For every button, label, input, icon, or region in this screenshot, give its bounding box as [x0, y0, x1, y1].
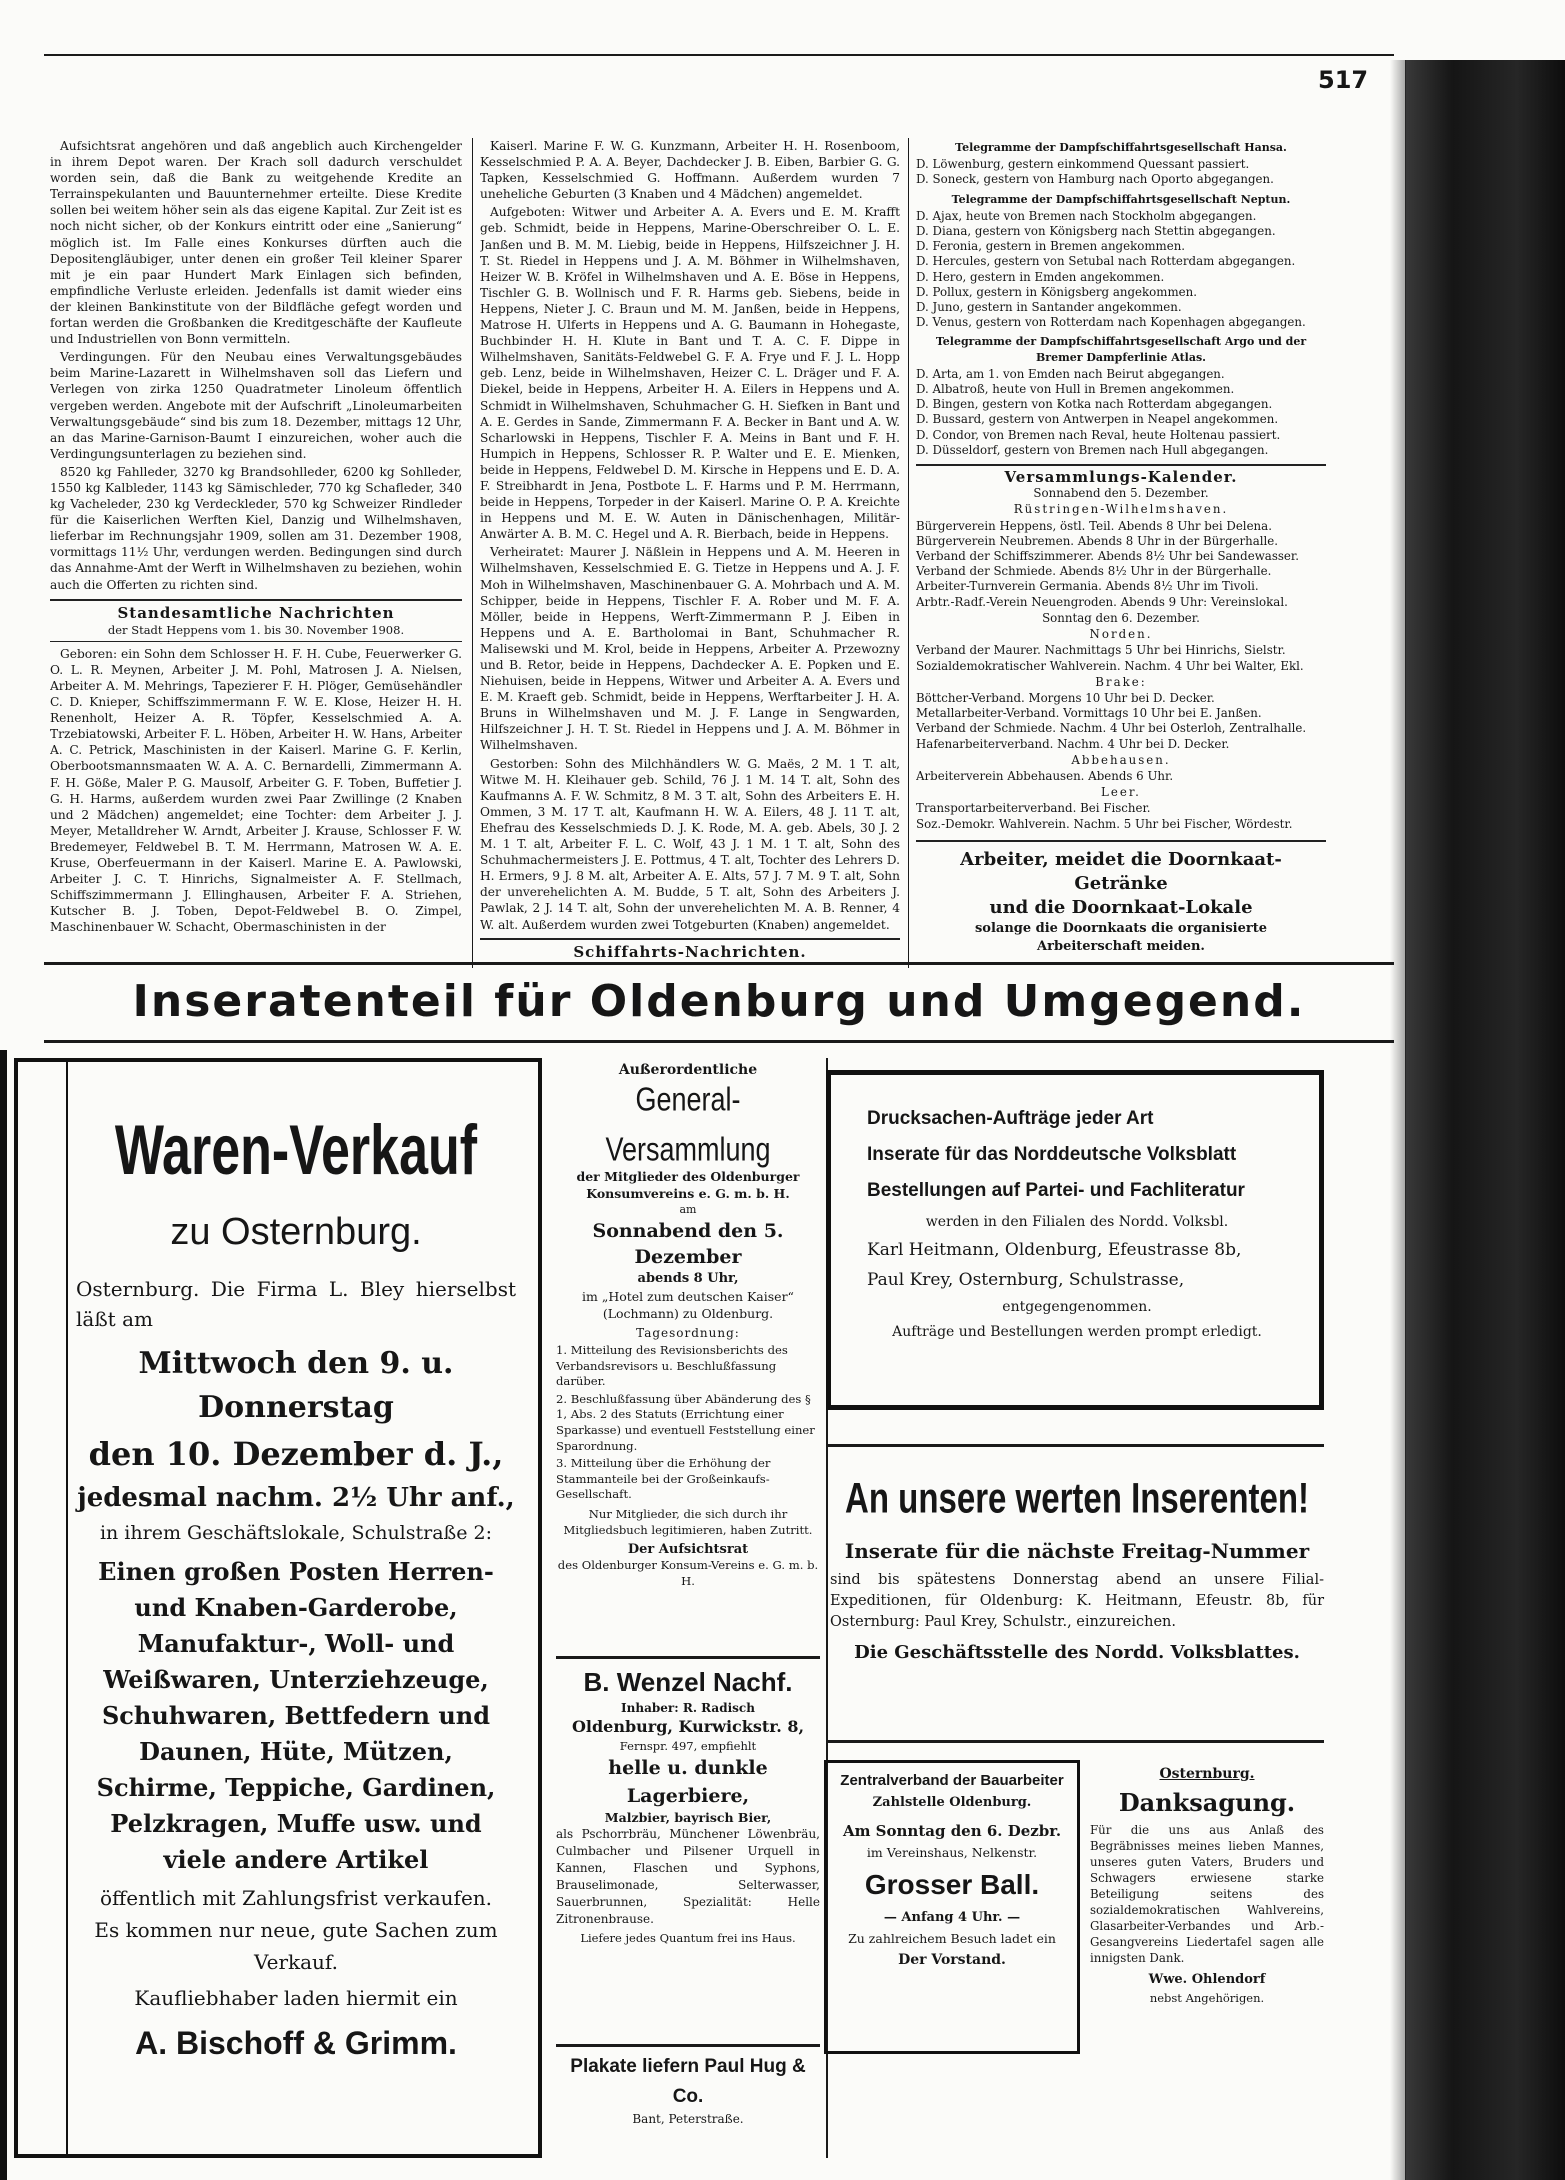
paragraph-verdingungen: Verdingungen. Für den Neubau eines Verwaltungsgebäudes beim Marine-Lazarett in Wilhelmshaven soll das Liefern und Verlegen von zirka 1250 Quadratmeter Linoleum öffentlich vergeben werden. Angebote mit der Aufschrift „Linoleumarbeiten Verwaltungsgebäude“ sind bis zum 18. Dezember, mittags 12 Uhr, an das Marine-Garnison-Baumt I einzureichen, woher auch die Verdingungsunterlagen zu beziehen sind.	[50, 350, 462, 461]
kalender-title: Versammlungs-Kalender.	[1004, 468, 1238, 487]
neptun-line: D. Feronia, gestern in Bremen angekommen.	[916, 239, 1186, 254]
column-1	[50, 138, 462, 948]
waren-public: öffentlich mit Zahlungsfrist verkaufen.	[99, 1886, 493, 1910]
ad-waren-verkauf	[14, 1058, 542, 2158]
druck-line-4: werden in den Filialen des Nordd. Volksbl.	[925, 1214, 1229, 1230]
verheiratet-text: Verheiratet: Maurer J. Näßlein in Heppens und A. M. Heeren in Wilhelmshaven, Kesselschmied E. G. Tietze in Heppens und A. J. F. Moh in Wilhelmshaven, Maschinenbauer G. A. Mohrbach und A. M. Schipper, beide in Heppens, Tischler F. A. Rober und M. F. A. Möller, beide in Heppens, Werft-Zimmermann P. J. Eiben in Heppens und A. E. Bartholomai in Bant, Schuhmacher R. Malisewski und M. Krol, beide in Heppens, Arbeiter A. Przewozny und B. Retor, beide in Heppens, Dachdecker A. E. Popken und E. Niehuisen, beide in Heppens, Witwer und Arbeiter A. A. Evers und E. M. Kraeft geb. Schmidt, beide in Heppens, Werftarbeiter J. H. A. Bruns in Wilhelmshaven und M. J. F. Lange in Sengwarden, Hilfszeichner J. H. T. St. Riedel in Heppens und J. A. M. Böhmer in Wilhelmshaven.	[480, 545, 900, 753]
paragraph-bank: Aufsichtsrat angehören und daß angeblich auch Kirchengelder in ihrem Depot waren. Der Krach soll dadurch verschuldet worden sein, daß die Bank zu weitgehende Kredite an Terrainspekulanten und Bauunternehmer erteilte. Diese Kredite sollen bei weitem höher sein als das eigene Kapital. Zur Zeit ist es noch nicht sicher, ob der Konkurs eintritt oder eine „Sanierung“ möglich ist. Im Falle eines Konkurses dürften auch die Depositengläubiger, unter denen ein großer Teil kleiner Sparer mit je ein paar Hundert Mark Einlagen sich befinden, empfindliche Verluste erleiden. Jedenfalls ist damit wieder eins der kleinen Bankinstitute von der Bildfläche gefegt worden und fortan werden die Großbanken die Kreditgeschäfte der Kaufleute und Industriellen von Bonn vermitteln.	[50, 139, 462, 347]
gv-date: Sonnabend den 5. Dezember	[592, 1220, 784, 1268]
gv-agenda-item: 1. Mitteilung des Revisionsberichts des Verbandsrevisors u. Beschlußfassung darüber.	[556, 1343, 788, 1389]
kalender-line: Arbeiterverein Abbehausen. Abends 6 Uhr.	[916, 768, 1174, 783]
gv-pre: Außerordentliche	[618, 1062, 758, 1078]
waren-goods: Einen großen Posten Herren- und Knaben-Garderobe, Manufaktur-, Woll- und Weißwaren, Unterziehzeuge, Schuhwaren, Bettfedern und Daunen, Hüte, Mützen, Schirme, Teppiche, Gardinen, Pelzkragen, Muffe usw. und viele andere Artikel	[96, 1557, 496, 1874]
binding-strip	[1405, 60, 1565, 2180]
inseratenteil-banner: Inseratenteil für Oldenburg und Umgegend.	[132, 976, 1306, 1027]
neptun-line: D. Pollux, gestern in Königsberg angekommen.	[916, 284, 1197, 299]
doornkaat-line-2: und die Doornkaat-Lokale	[989, 896, 1253, 918]
ad-drucksachen-content	[867, 1101, 1287, 1345]
ad-waren-content	[76, 1098, 516, 2066]
wenzel-phone: Fernspr. 497, empfiehlt	[619, 1739, 757, 1753]
neptun-line: D. Hero, gestern in Emden angekommen.	[916, 269, 1165, 284]
doornkaat-notice	[916, 848, 1326, 956]
wenzel-malt: Malzbier, bayrisch Bier,	[604, 1810, 772, 1825]
ball-date: Am Sonntag den 6. Dezbr.	[842, 1822, 1062, 1840]
standesamt-subtitle: der Stadt Heppens vom 1. bis 30. November 1908.	[107, 622, 405, 637]
waren-time: jedesmal nachm. 2½ Uhr anf.,	[77, 1483, 515, 1513]
ad-waren-inner	[66, 1062, 68, 2154]
gv-note: Nur Mitglieder, die sich durch ihr Mitgliedsbuch legitimieren, haben Zutritt.	[563, 1506, 813, 1537]
births-continued: Kaiserl. Marine F. W. G. Kunzmann, Arbeiter H. H. Rosenboom, Kesselschmied P. A. A. Beyer, Dachdecker J. B. Eiben, Barbier G. G. Tapken, Kesselschmied G. Hoffmann. Außerdem wurden 7 uneheliche Geburten (3 Knaben und 4 Mädchen) angemeldet.	[480, 139, 900, 202]
kalender-line: Böttcher-Verband. Morgens 10 Uhr bei D. Decker.	[916, 690, 1215, 705]
top-rule	[44, 54, 1394, 56]
kalender-region: Brake:	[1095, 674, 1147, 689]
neptun-line: D. Hercules, gestern von Setubal nach Rotterdam abgegangen.	[916, 254, 1296, 269]
argo-line: D. Arta, am 1. von Emden nach Beirut abgegangen.	[916, 366, 1225, 381]
inserenten-sub: Inserate für die nächste Freitag-Nummer	[844, 1539, 1310, 1563]
kalender-region: Abbehausen.	[1071, 752, 1171, 767]
gv-place: im „Hotel zum deutschen Kaiser“ (Lochmann) zu Oldenburg.	[582, 1289, 794, 1321]
kalender-line: Verband der Schiffszimmerer. Abends 8½ Uhr bei Sandewasser.	[916, 549, 1300, 564]
kalender-line: Transportarbeiterverband. Bei Fischer.	[916, 801, 1151, 816]
column-rule-2	[908, 138, 909, 968]
col2-divider	[480, 938, 900, 940]
kalender-date: Sonnabend den 5. Dezember.	[1033, 486, 1209, 501]
wenzel-separator	[556, 2044, 820, 2047]
col3-divider	[916, 464, 1326, 466]
waren-firm: A. Bischoff & Grimm.	[135, 2025, 457, 2061]
kalender-line: Soz.-Demokr. Wahlverein. Nachm. 5 Uhr bei Fischer, Wördestr.	[916, 816, 1293, 831]
inserenten-sign: Die Geschäftsstelle des Nordd. Volksblattes.	[854, 1642, 1300, 1663]
standesamt-text: Geboren: ein Sohn dem Schlosser H. F. H. Cube, Feuerwerker G. O. L. R. Meynen, Arbeiter J. M. Pohl, Matrosen J. A. Nielsen, Arbeiter A. M. Mehrings, Tapezierer F. H. Plöger, Gemüsehändler C. D. Knieper, Schiffszimmermann F. W. E. Klose, Heizer H. H. Renenholt, Heizer A. R. Töpfer, Kesselschmied A. A. Trzebiatowski, Arbeiter F. L. Höben, Arbeiter H. W. Hans, Arbeiter A. C. Petrick, Maschinisten in der Kaiserl. Marine G. F. Kerlin, Oberbootsmannsmaaten W. A. A. C. Bernardelli, Zimmermann A. F. H. Göße, Maler P. G. Mausolf, Arbeiter G. F. Toben, Buffetier J. G. H. Harms, außerdem wurden zwei Paar Zwillinge (2 Knaben und 2 Mädchen) angemeldet; eine Tochter: dem Arbeiter J. J. Meyer, Metalldreher W. Arndt, Arbeiter J. Krause, Schlosser F. W. Bredemeyer, Feldwebel B. T. M. Herrmann, Matrosen W. A. E. Kruse, Oberfeuermann in der Kaiserl. Marine E. A. Pawlowski, Arbeiter J. C. T. Hinrichs, Signalmeister A. F. Stellmach, Schiffszimmermann J. Ellinghausen, Arbeiter F. A. Striehen, Kutscher B. J. Toben, Depot-Feldwebel B. O. Zimpel, Maschinenbauer W. Schacht, Obermaschinisten in der	[50, 646, 462, 935]
gv-sign-1: Der Aufsichtsrat	[627, 1542, 749, 1558]
ball-branch: Zahlstelle Oldenburg.	[872, 1795, 1032, 1810]
standesamt-title: Standesamtliche Nachrichten	[117, 603, 395, 622]
ball-org: Zentralverband der Bauarbeiter	[840, 1772, 1064, 1789]
ball-title: Grosser Ball.	[864, 1869, 1040, 1900]
neptun-line: D. Diana, gestern von Königsberg nach Stettin abgegangen.	[916, 224, 1276, 239]
col1-divider-2	[50, 641, 462, 642]
ad-wenzel	[556, 1664, 820, 2040]
doornkaat-line-3: solange die Doornkaats die organisierte	[974, 920, 1268, 936]
column-rule-1	[472, 138, 473, 968]
waren-subtitle: zu Osternburg.	[170, 1211, 422, 1253]
ad-drucksachen	[826, 1070, 1324, 1410]
left-edge	[0, 1050, 7, 2180]
gv-title: General-Versammlung	[605, 1080, 771, 1168]
dank-sign: Wwe. Ohlendorf	[1148, 1972, 1266, 1987]
dank-body: Für die uns aus Anlaß des Begräbnisses meines lieben Mannes, unseres guten Vaters, Bruders und Schwagers erwiesene starke Beteiligung seitens des sozialdemokratischen Wahlvereins, Glasarbeiter-Verbandes und Arb.-Gesangvereins Liedertafel sagen alle innigsten Dank.	[1090, 1823, 1324, 1965]
banner-rule-top	[44, 962, 1394, 965]
kalender-date: Sonntag den 6. Dezember.	[1042, 610, 1200, 625]
plakate-line-2: Bant, Peterstraße.	[632, 2112, 744, 2126]
waren-invite: Kaufliebhaber laden hiermit ein	[134, 1986, 458, 2010]
kalender-line: Bürgerverein Neubremen. Abends 8 Uhr in der Bürgerhalle.	[916, 533, 1279, 548]
kalender-line: Arbeiter-Turnverein Germania. Abends 8½ Uhr im Tivoli.	[916, 579, 1259, 594]
argo-title: Telegramme der Dampfschiffahrtsgesellschaft Argo und der Bremer Dampferlinie Atlas.	[935, 335, 1307, 364]
argo-line: D. Albatroß, heute von Hull in Bremen angekommen.	[916, 382, 1235, 397]
kalender-line: Verband der Maurer. Nachmittags 5 Uhr bei Hinrichs, Sielstr.	[916, 643, 1286, 658]
ad-plakate	[556, 2052, 820, 2132]
kalender-line: Bürgerverein Heppens, östl. Teil. Abends 8 Uhr bei Delena.	[916, 518, 1272, 533]
column-2	[480, 138, 900, 963]
wenzel-beer: helle u. dunkle Lagerbiere,	[608, 1757, 768, 1807]
wenzel-address: Oldenburg, Kurwickstr. 8,	[571, 1717, 805, 1736]
column-3	[916, 136, 1326, 966]
col3-divider-2	[916, 840, 1326, 842]
waren-date-2: den 10. Dezember d. J.,	[88, 1435, 504, 1473]
gv-sign-2: des Oldenburger Konsum-Vereins e. G. m. b. H.	[557, 1558, 819, 1588]
waren-place: in ihrem Geschäftslokale, Schulstraße 2:	[99, 1522, 493, 1544]
argo-line: D. Bussard, gestern von Antwerpen in Neapel angekommen.	[916, 412, 1279, 427]
gv-am: am	[679, 1203, 697, 1216]
inserenten-title: An unsere werten Inserenten!	[845, 1473, 1309, 1522]
aufgeboten-text: Aufgeboten: Witwer und Arbeiter A. A. Evers und E. M. Krafft geb. Schmidt, beide in Heppens, Marine-Oberschreiber O. L. E. Janßen und B. M. M. Liebig, beide in Heppens, Hilfszeichner J. H. T. St. Riedel in Heppens und J. A. M. Böhmer in Wilhelmshaven, Heizer W. B. Kröfel in Wilhelmshaven und A. E. Böse in Heppens, Tischler G. B. Wollnisch und F. R. Harms geb. Siebens, beide in Heppens, Nieter J. C. Braun und M. M. Janßen, beide in Heppens, Matrose H. Ulferts in Heppens und A. G. Baumann in Hohegaste, Buchbinder H. H. Klute in Bant und T. A. C. F. Dippe in Wilhelmshaven, Sanitäts-Feldwebel G. F. A. Frye und F. J. L. Hopp geb. Lenz, beide in Wilhelmshaven, Heizer C. L. Dräger und F. A. Diekel, beide in Heppens, Arbeiter H. A. Eilers in Heppens und A. Schmidt in Wilhelmshaven, Schuhmacher G. H. Siefken in Bant und A. E. Gerdes in Sande, Zimmermann F. A. Becker in Bant und A. W. Scharlowski in Heppens, Tischler F. A. Meins in Bant und F. H. Humpich in Heppens, Schlosser R. P. Walter und E. E. Mienken, beide in Heppens, Feldwebel D. M. Kirsche in Heppens und E. D. A. F. Streibhardt in Jena, Postbote L. F. Harms und P. M. Herrmann, beide in Heppens, Torpeder in der Kaiserl. Marine O. P. A. Kreichte in Heppens und M. E. W. Auten in Dänischenhagen, Militär-Anwärter A. B. M. C. Hegel und A. R. Bierbach, beide in Heppens.	[480, 205, 900, 542]
ad-inserenten	[830, 1464, 1324, 1724]
doornkaat-line-4: Arbeiterschaft meiden.	[1037, 938, 1205, 954]
ad-danksagung	[1090, 1764, 1324, 2054]
wenzel-owner: Inhaber: R. Radisch	[621, 1701, 755, 1715]
waren-title: Waren-Verkauf	[114, 1111, 478, 1191]
kalender-line: Sozialdemokratischer Wahlverein. Nachm. 4 Uhr bei Walter, Ekl.	[916, 658, 1304, 673]
ad-general-versammlung	[556, 1060, 820, 1652]
kalender-line: Metallarbeiter-Verband. Vormittags 10 Uhr bei E. Janßen.	[916, 706, 1262, 721]
neptun-line: D. Venus, gestern von Rotterdam nach Kopenhagen abgegangen.	[916, 315, 1306, 330]
druck-line-1: Drucksachen-Aufträge jeder Art	[867, 1108, 1154, 1129]
wenzel-deliver: Liefere jedes Quantum frei ins Haus.	[580, 1931, 796, 1945]
kalender-line: Verband der Schmiede. Nachm. 4 Uhr bei Osterloh, Zentralhalle.	[916, 721, 1307, 736]
page-number: 517	[1318, 66, 1369, 94]
waren-new: Es kommen nur neue, gute Sachen zum Verkauf.	[94, 1918, 498, 1974]
gv-time: abends 8 Uhr,	[637, 1271, 739, 1286]
druck-line-5: Karl Heitmann, Oldenburg, Efeustrasse 8b,	[867, 1240, 1242, 1260]
gv-agenda-title: Tagesordnung:	[636, 1326, 740, 1340]
argo-line: D. Condor, von Bremen nach Reval, heute Holtenau passiert.	[916, 427, 1281, 442]
kalender-region: Rüstringen-Wilhelmshaven.	[1013, 502, 1229, 517]
inserenten-separator	[826, 1740, 1324, 1743]
druck-separator	[826, 1444, 1324, 1447]
gestorben-text: Gestorben: Sohn des Milchhändlers W. G. Maës, 2 M. 1 T. alt, Witwe M. H. Kleihauer geb. Schild, 76 J. 1 M. 14 T. alt, Sohn des Kaufmanns A. F. W. Schmitz, 8 M. 3 T. alt, Sohn des Arbeiters E. H. Ommen, 3 M. 17 T. alt, Kaufmann H. W. A. Eilers, 48 J. 11 T. alt, Ehefrau des Kesselschmieds D. J. K. Rode, M. A. geb. Abels, 30 J. 2 M. 1 T. alt, Arbeiter F. L. C. Wolf, 43 J. 1 M. 1 T. alt, Sohn des Schuhmachermeisters J. E. Pottmus, 4 T. alt, Tochter des Lehrers D. H. Ermers, 9 J. 8 M. alt, Arbeiter A. E. Alts, 57 J. 7 M. 9 T. alt, Sohn der unverehelichten A. M. Budde, 5 T. alt, Sohn des Arbeiters J. Pawlak, 2 J. 14 T. alt, Sohn der unverehelichten M. A. B. Renner, 4 W. alt. Außerdem wurden zwei Totgeburten (Knaben) angemeldet.	[480, 756, 900, 932]
argo-line: D. Düsseldorf, gestern von Bremen nach Hull abgegangen.	[916, 442, 1269, 457]
dank-sign-2: nebst Angehörigen.	[1149, 1991, 1265, 2005]
druck-line-2: Inserate für das Norddeutsche Volksblatt	[867, 1144, 1237, 1165]
druck-line-3: Bestellungen auf Partei- und Fachliteratur	[867, 1180, 1245, 1201]
ad-grosser-ball	[824, 1760, 1080, 2054]
wenzel-body: als Pschorrbräu, Münchener Löwenbräu, Culmbacher und Pilsener Urquell in Kannen, Flaschen und Syphons, Brauselimonade, Selterwasser, Sauerbrunnen, Spezialität: Helle Zitronenbrause.	[556, 1827, 820, 1926]
gv-separator	[556, 1656, 820, 1659]
schiffahrt-title: Schiffahrts-Nachrichten.	[573, 942, 807, 961]
wenzel-title: B. Wenzel Nachf.	[583, 1667, 793, 1697]
kalender-line: Arbtr.-Radf.-Verein Neuengroden. Abends 9 Uhr: Vereinslokal.	[916, 594, 1288, 609]
doornkaat-line-1: Arbeiter, meidet die Doornkaat-Getränke	[960, 848, 1282, 894]
paragraph-leder: 8520 kg Fahlleder, 3270 kg Brandsohlleder, 6200 kg Sohlleder, 1550 kg Kalbleder, 1143 kg Sämischleder, 770 kg Schafleder, 340 kg Vacheleder, 230 kg Verdeckleder, 570 kg Schweizer Rindleder für die Kaiserlichen Werften Kiel, Danzig und Wilhelmshaven, lieferbar im Rechnungsjahr 1909, sollen am 31. Dezember 1908, vormittags 11½ Uhr, verdungen werden. Bedingungen sind durch das Annahme-Amt der Werft in Wilhelmshaven zu beziehen, wohin auch die Offerten zu richten sind.	[50, 464, 462, 592]
banner-rule-bottom	[44, 1040, 1394, 1043]
gv-agenda-item: 3. Mitteilung über die Erhöhung der Stammanteile bei der Großeinkaufs-Gesellschaft.	[556, 1456, 771, 1502]
waren-date-1: Mittwoch den 9. u. Donnerstag	[138, 1346, 454, 1425]
ball-place: im Vereinshaus, Nelkenstr.	[866, 1845, 1038, 1860]
kalender-line: Hafenarbeiterverband. Nachm. 4 Uhr bei D. Decker.	[916, 736, 1230, 751]
argo-line: D. Bingen, gestern von Kotka nach Rotterdam abgegangen.	[916, 397, 1273, 412]
gv-agenda-item: 2. Beschlußfassung über Abänderung des § 1, Abs. 2 des Statuts (Errichtung einer Sparkasse) und eventuell Feststellung einer Sparordnung.	[556, 1391, 815, 1453]
inserenten-body: sind bis spätestens Donnerstag abend an unsere Filial-Expeditionen, für Oldenburg: K. Heitmann, Efeustr. 8b, für Osternburg: Paul Krey, Schulstr., einzureichen.	[830, 1572, 1324, 1630]
druck-line-8: Aufträge und Bestellungen werden prompt erledigt.	[892, 1324, 1262, 1340]
binding-shadow	[1390, 60, 1406, 2180]
col1-divider	[50, 599, 462, 601]
gv-agenda	[556, 1343, 820, 1503]
ball-start: — Anfang 4 Uhr. —	[883, 1910, 1021, 1925]
kalender-region: Norden.	[1089, 627, 1153, 642]
waren-intro: Osternburg. Die Firma L. Bley hierselbst läßt am	[76, 1277, 516, 1331]
ball-invite: Zu zahlreichem Besuch ladet ein	[848, 1931, 1056, 1946]
neptun-line: D. Ajax, heute von Bremen nach Stockholm abgegangen.	[916, 208, 1257, 223]
hansa-line: D. Soneck, gestern von Hamburg nach Oporto abgegangen.	[916, 172, 1274, 187]
dank-title: Danksagung.	[1118, 1788, 1296, 1817]
kalender-region: Leer.	[1101, 785, 1141, 800]
druck-line-6: Paul Krey, Osternburg, Schulstrasse,	[867, 1270, 1185, 1290]
plakate-line-1: Plakate liefern Paul Hug & Co.	[570, 2056, 806, 2107]
hansa-line: D. Löwenburg, gestern einkommend Quessant passiert.	[916, 157, 1250, 172]
neptun-title: Telegramme der Dampfschiffahrtsgesellschaft Neptun.	[951, 192, 1291, 206]
neptun-line: D. Juno, gestern in Santander angekommen.	[916, 300, 1182, 315]
gv-members: der Mitglieder des Oldenburger Konsumvereins e. G. m. b. H.	[576, 1169, 800, 1201]
hansa-title: Telegramme der Dampfschiffahrtsgesellschaft Hansa.	[955, 141, 1287, 154]
dank-place: Osternburg.	[1159, 1766, 1255, 1782]
druck-line-7: entgegengenommen.	[1002, 1299, 1152, 1315]
ball-sign: Der Vorstand.	[898, 1952, 1006, 1968]
ball-content	[833, 1769, 1071, 1971]
kalender-line: Verband der Schmiede. Abends 8½ Uhr in der Bürgerhalle.	[916, 564, 1272, 579]
